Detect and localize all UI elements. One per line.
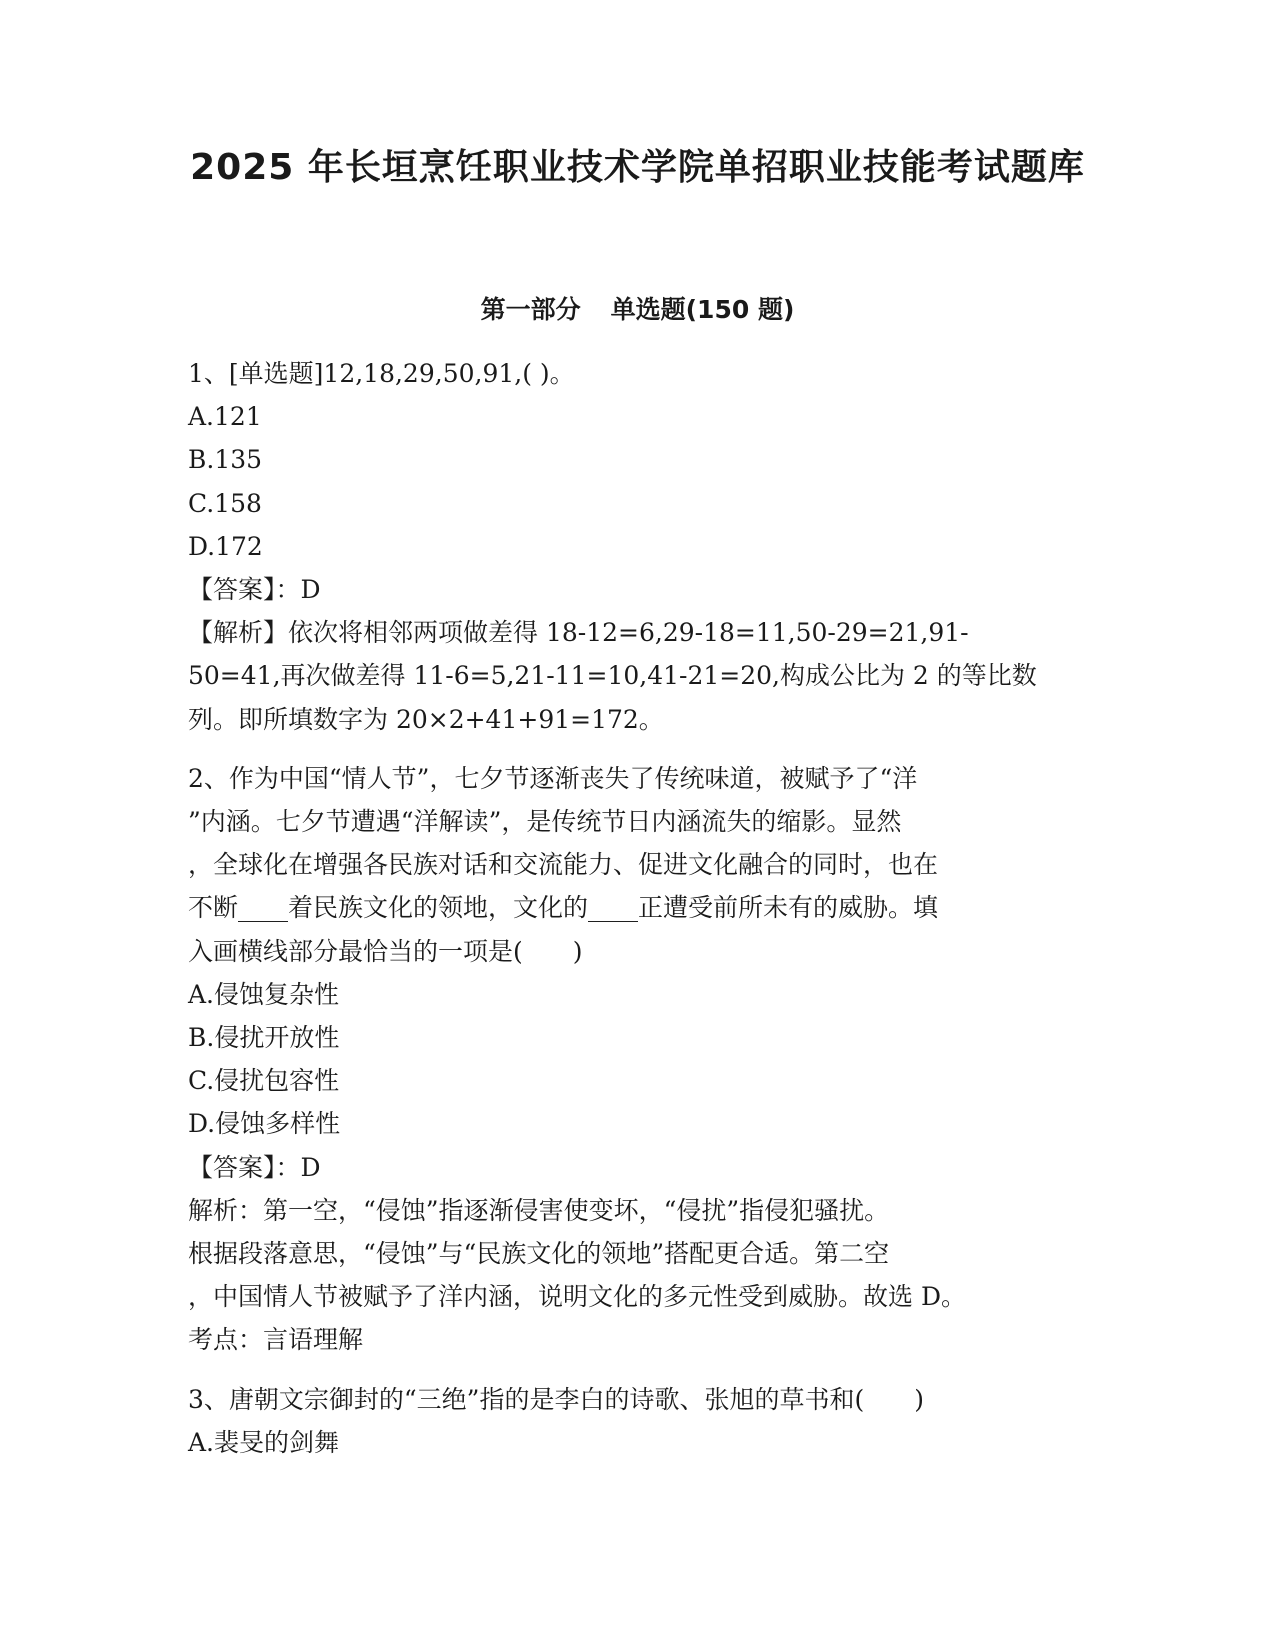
question-2 [188,757,1088,1362]
analysis-line: 列。即所填数字为 20×2+41+91=172。 [188,704,664,734]
option-d: D.侵蚀多样性 [188,1109,341,1139]
analysis-line: ，中国情人节被赋予了洋内涵，说明文化的多元性受到威胁。故选 D。 [188,1282,966,1312]
analysis-line: 考点：言语理解 [188,1325,364,1355]
question-stem-line: 入画横线部分最恰当的一项是( ) [188,936,583,966]
option-b: B.135 [188,445,263,475]
option-b: B.侵扰开放性 [188,1023,340,1053]
option-c: C.侵扰包容性 [188,1066,340,1096]
option-a: A.裴旻的剑舞 [188,1427,340,1457]
question-stem-line: 2、作为中国“情人节”，七夕节逐渐丧失了传统味道，被赋予了“洋 [188,763,918,793]
question-list [188,352,1088,1480]
question-1 [188,352,1088,741]
section-part: 第一部分 [480,295,581,324]
option-d: D.172 [188,531,263,561]
analysis-line: 解析：第一空，“侵蚀”指逐渐侵害使变坏，“侵扰”指侵犯骚扰。 [188,1195,890,1225]
question-stem-line: ，全球化在增强各民族对话和交流能力、促进文化融合的同时，也在 [188,850,939,880]
question-stem: 3、唐朝文宗御封的“三绝”指的是李白的诗歌、张旭的草书和( ) [188,1384,924,1414]
question-stem: 1、[单选题]12,18,29,50,91,( )。 [188,359,575,388]
question-stem-line: ”内涵。七夕节遭遇“洋解读”，是传统节日内涵流失的缩影。显然 [188,807,902,837]
option-c: C.158 [188,488,262,518]
section-name: 单选题(150 题) [610,295,795,324]
analysis-line: 50=41,再次做差得 11-6=5,21-11=10,41-21=20,构成公比为 2 的等比数 [188,661,1037,691]
option-a: A.侵蚀复杂性 [188,979,340,1009]
option-a: A.121 [188,402,262,432]
document-title: 2025 年长垣烹饪职业技术学院单招职业技能考试题库 [190,147,1085,188]
section-heading [0,294,1275,326]
analysis-line: 根据段落意思，“侵蚀”与“民族文化的领地”搭配更合适。第二空 [188,1239,890,1269]
question-stem-line: 不断____着民族文化的领地，文化的____正遭受前所未有的威胁。填 [188,893,939,923]
answer-line: 【答案】：D [188,575,321,605]
question-3 [188,1378,1088,1464]
analysis-line: 【解析】依次将相邻两项做差得 18-12=6,29-18=11,50-29=21,91- [188,618,969,648]
answer-line: 【答案】：D [188,1152,321,1182]
